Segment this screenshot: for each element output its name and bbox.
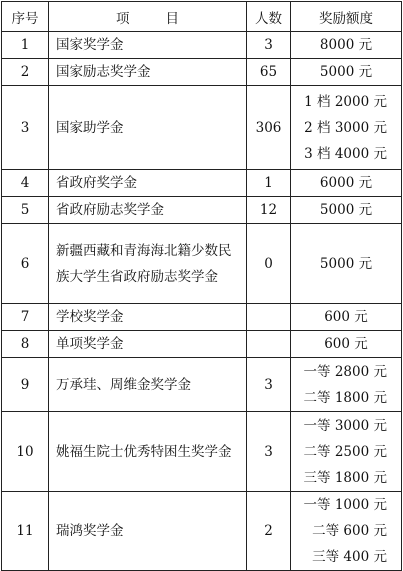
header-item-left: 项 <box>116 10 130 27</box>
header-no: 序号 <box>2 2 49 32</box>
scholarship-name: 省政府励志奖学金 <box>49 197 247 224</box>
table-row <box>2 86 402 170</box>
award-amount: 1 档 2000 元 <box>304 93 387 110</box>
table-row <box>2 224 402 304</box>
scholarship-name: 新疆西藏和青海海北籍少数民族大学生省政府励志奖学金 <box>49 224 247 304</box>
award-amount: 8000 元 <box>319 37 373 53</box>
row-number: 5 <box>2 197 49 224</box>
table-row <box>2 59 402 86</box>
scholarship-name: 姚福生院士优秀特困生奖学金 <box>49 412 247 492</box>
award-amount-cell <box>291 86 402 170</box>
row-number: 6 <box>2 224 49 304</box>
scholarship-name: 省政府奖学金 <box>49 170 247 197</box>
table-row <box>2 170 402 197</box>
award-amount-cell <box>291 492 402 571</box>
award-amount: 二等 2500 元 <box>303 443 387 460</box>
award-amount-cell <box>291 224 402 304</box>
scholarship-name: 国家奖学金 <box>49 32 247 59</box>
award-amount: 600 元 <box>324 336 368 352</box>
row-number: 3 <box>2 86 49 170</box>
award-amount-cell <box>291 304 402 331</box>
row-number: 2 <box>2 59 49 86</box>
row-number: 7 <box>2 304 49 331</box>
header-count: 人数 <box>247 2 291 32</box>
scholarship-name: 国家助学金 <box>49 86 247 170</box>
award-amount: 二等 600 元 <box>312 523 387 539</box>
award-amount: 600 元 <box>324 309 368 325</box>
table-row <box>2 32 402 59</box>
table-row <box>2 412 402 492</box>
table-row <box>2 492 402 571</box>
table-row <box>2 197 402 224</box>
award-amount: 一等 2800 元 <box>303 363 387 380</box>
award-amount: 3 档 4000 元 <box>304 145 387 162</box>
recipient-count: 65 <box>247 59 291 86</box>
row-number: 4 <box>2 170 49 197</box>
recipient-count: 3 <box>247 412 291 492</box>
scholarship-name: 学校奖学金 <box>49 304 247 331</box>
award-amount: 5000 元 <box>319 255 373 272</box>
row-number: 9 <box>2 358 49 412</box>
award-amount-cell <box>291 59 402 86</box>
scholarship-name: 国家励志奖学金 <box>49 59 247 86</box>
table-row <box>2 358 402 412</box>
row-number: 10 <box>2 412 49 492</box>
header-item <box>49 2 247 32</box>
recipient-count: 306 <box>247 86 291 170</box>
scholarship-table <box>1 1 402 571</box>
award-amount-cell <box>291 170 402 197</box>
award-amount: 6000 元 <box>319 175 373 191</box>
table-row <box>2 331 402 358</box>
recipient-count <box>247 304 291 331</box>
award-amount-cell <box>291 32 402 59</box>
row-number: 1 <box>2 32 49 59</box>
recipient-count: 1 <box>247 170 291 197</box>
award-amount: 一等 1000 元 <box>303 497 387 513</box>
recipient-count: 3 <box>247 358 291 412</box>
header-row <box>2 2 402 32</box>
award-amount: 5000 元 <box>319 64 373 80</box>
scholarship-name: 万承珪、周维金奖学金 <box>49 358 247 412</box>
recipient-count: 2 <box>247 492 291 571</box>
header-amount: 奖励额度 <box>291 2 402 32</box>
award-amount-cell <box>291 197 402 224</box>
table-body <box>2 32 402 571</box>
scholarship-name: 单项奖学金 <box>49 331 247 358</box>
table-row <box>2 304 402 331</box>
recipient-count: 3 <box>247 32 291 59</box>
award-amount-cell <box>291 412 402 492</box>
recipient-count: 12 <box>247 197 291 224</box>
award-amount: 三等 400 元 <box>312 549 387 565</box>
row-number: 11 <box>2 492 49 571</box>
award-amount: 二等 1800 元 <box>303 389 387 406</box>
award-amount: 2 档 3000 元 <box>304 119 387 136</box>
award-amount: 三等 1800 元 <box>303 469 387 486</box>
scholarship-name: 瑞鸿奖学金 <box>49 492 247 571</box>
recipient-count: 0 <box>247 224 291 304</box>
header-item-right: 目 <box>165 10 179 27</box>
row-number: 8 <box>2 331 49 358</box>
recipient-count <box>247 331 291 358</box>
award-amount-cell <box>291 331 402 358</box>
award-amount: 一等 3000 元 <box>303 417 387 434</box>
award-amount: 5000 元 <box>319 202 373 218</box>
award-amount-cell <box>291 358 402 412</box>
